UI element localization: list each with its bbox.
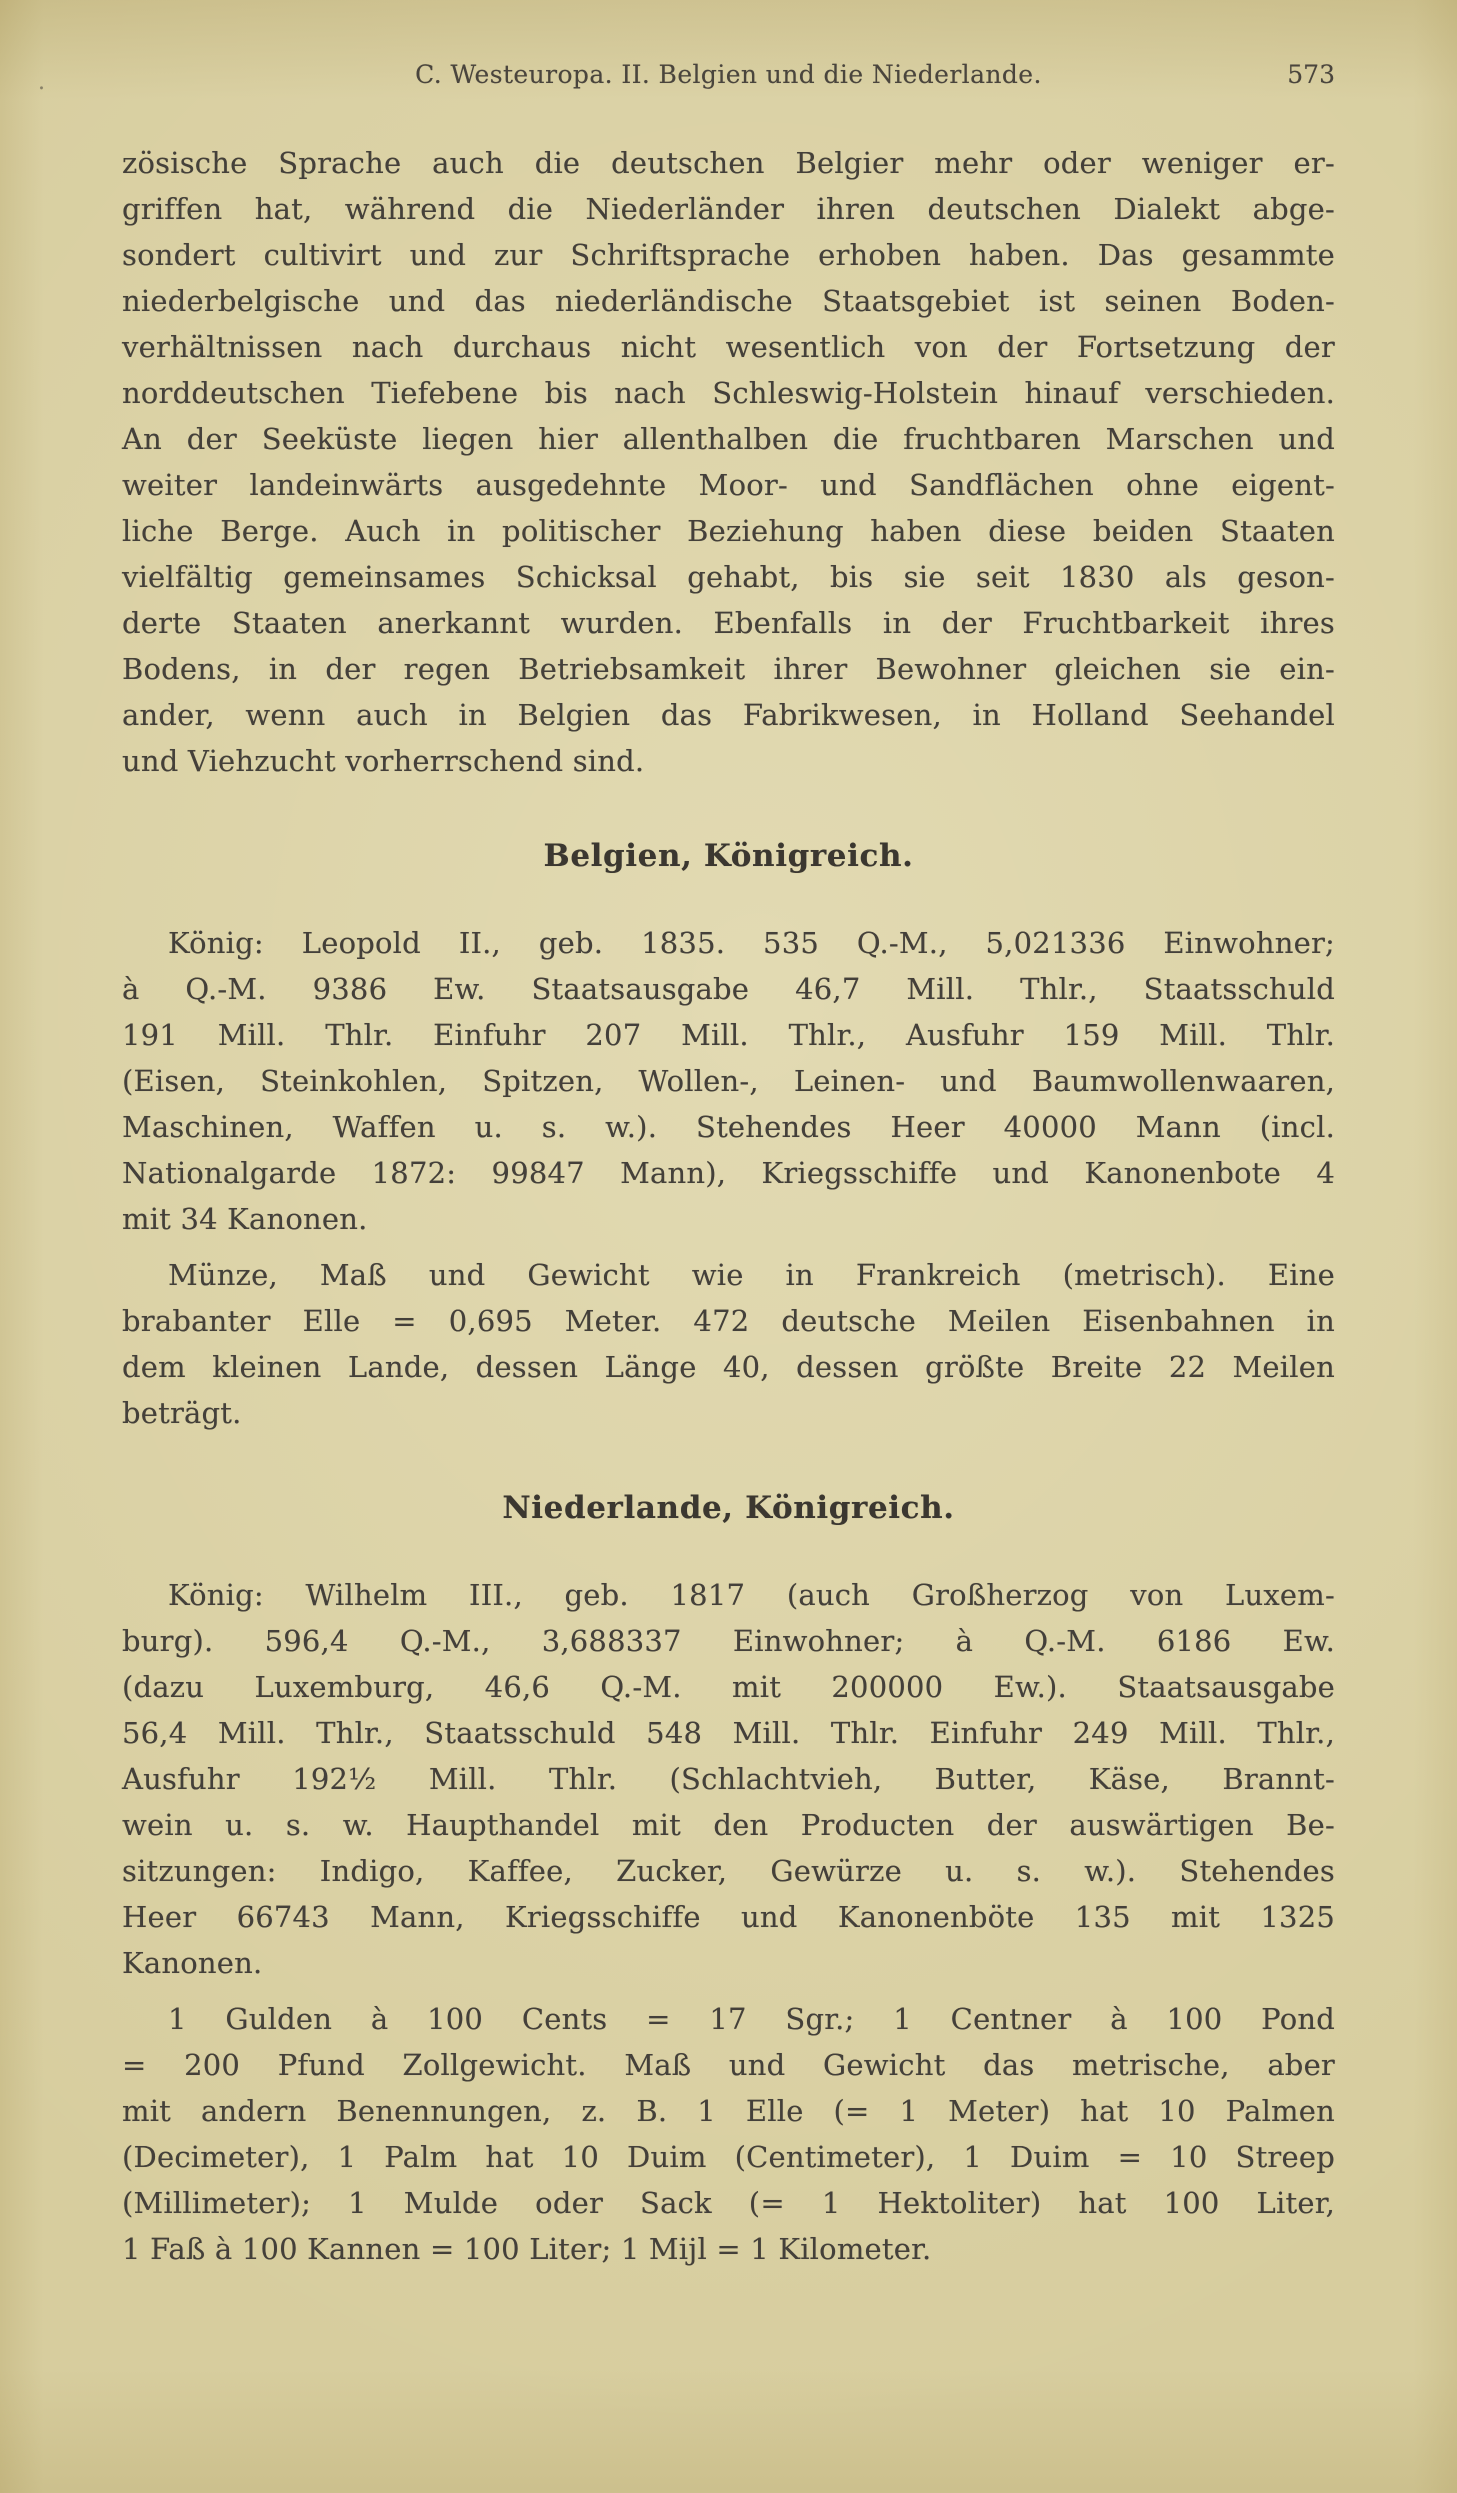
text-line: 56,4 Mill. Thlr., Staatsschuld 548 Mill. Thlr. Einfuhr 249 Mill. Thlr., (122, 1716, 1335, 1750)
text-line: (dazu Luxemburg, 46,6 Q.-M. mit 200000 Ew.). Staatsausgabe (122, 1670, 1335, 1704)
text-line: = 200 Pfund Zollgewicht. Maß und Gewicht das metrische, aber (122, 2048, 1335, 2082)
heading-niederlande: Niederlande, Königreich. (502, 1490, 955, 1526)
text-line: sondert cultivirt und zur Schriftsprache erhoben haben. Das gesammte (122, 238, 1335, 272)
text-line: und Viehzucht vorherrschend sind. (122, 744, 645, 778)
text-line: König: Leopold II., geb. 1835. 535 Q.-M., 5,021336 Einwohner; (168, 926, 1335, 960)
text-line: beträgt. (122, 1396, 242, 1430)
text-line: (Eisen, Steinkohlen, Spitzen, Wollen-, Leinen- und Baumwollenwaaren, (122, 1064, 1335, 1098)
belgien-statistics-paragraph (122, 920, 1335, 1242)
text-line: mit andern Benennungen, z. B. 1 Elle (= 1 Meter) hat 10 Palmen (122, 2094, 1335, 2128)
text-line: ander, wenn auch in Belgien das Fabrikwesen, in Holland Seehandel (122, 698, 1335, 732)
text-line: 191 Mill. Thlr. Einfuhr 207 Mill. Thlr., Ausfuhr 159 Mill. Thlr. (122, 1018, 1335, 1052)
heading-belgien: Belgien, Königreich. (543, 838, 914, 874)
text-line: niederbelgische und das niederländische Staatsgebiet ist seinen Boden- (122, 284, 1335, 318)
text-line: weiter landeinwärts ausgedehnte Moor- und Sandflächen ohne eigent- (122, 468, 1335, 502)
running-header (38, 58, 1335, 95)
text-line: Bodens, in der regen Betriebsamkeit ihrer Bewohner gleichen sie ein- (122, 652, 1335, 686)
text-line: 1 Gulden à 100 Cents = 17 Sgr.; 1 Centner à 100 Pond (168, 2002, 1335, 2036)
text-line: sitzungen: Indigo, Kaffee, Zucker, Gewürze u. s. w.). Stehendes (122, 1854, 1335, 1888)
text-line: liche Berge. Auch in politischer Beziehung haben diese beiden Staaten (122, 514, 1335, 548)
text-line: norddeutschen Tiefebene bis nach Schleswig-Holstein hinauf verschieden. (122, 376, 1335, 410)
niederlande-conversion-paragraph (122, 1996, 1335, 2272)
text-line: Nationalgarde 1872: 99847 Mann), Kriegsschiffe und Kanonenbote 4 (122, 1156, 1335, 1190)
text-line: verhältnissen nach durchaus nicht wesentlich von der Fortsetzung der (122, 330, 1335, 364)
text-line: burg). 596,4 Q.-M., 3,688337 Einwohner; à Q.-M. 6186 Ew. (122, 1624, 1335, 1658)
text-line: griffen hat, während die Niederländer ihren deutschen Dialekt abge- (122, 192, 1335, 226)
text-line: König: Wilhelm III., geb. 1817 (auch Großherzog von Luxem- (168, 1578, 1335, 1612)
niederlande-statistics-paragraph (122, 1572, 1335, 1986)
running-title: C. Westeuropa. II. Belgien und die Niederlande. (415, 60, 1042, 89)
text-line: zösische Sprache auch die deutschen Belgier mehr oder weniger er- (122, 146, 1335, 180)
text-line: (Decimeter), 1 Palm hat 10 Duim (Centimeter), 1 Duim = 10 Streep (122, 2140, 1335, 2174)
text-line: Münze, Maß und Gewicht wie in Frankreich (metrisch). Eine (168, 1258, 1335, 1292)
text-line: Heer 66743 Mann, Kriegsschiffe und Kanonenböte 135 mit 1325 (122, 1900, 1335, 1934)
text-line: à Q.-M. 9386 Ew. Staatsausgabe 46,7 Mill. Thlr., Staatsschuld (122, 972, 1335, 1006)
belgien-measures-paragraph (122, 1252, 1335, 1436)
text-line: wein u. s. w. Haupthandel mit den Producten der auswärtigen Be- (122, 1808, 1335, 1842)
page-number: 573 (1287, 60, 1335, 89)
intro-paragraph (122, 140, 1335, 784)
text-line: mit 34 Kanonen. (122, 1202, 368, 1236)
text-line: Kanonen. (122, 1946, 263, 1980)
text-line: (Millimeter); 1 Mulde oder Sack (= 1 Hektoliter) hat 100 Liter, (122, 2186, 1335, 2220)
text-line: 1 Faß à 100 Kannen = 100 Liter; 1 Mijl = 1 Kilometer. (122, 2232, 932, 2266)
text-line: An der Seeküste liegen hier allenthalben die fruchtbaren Marschen und (122, 422, 1335, 456)
text-line: Ausfuhr 192½ Mill. Thlr. (Schlachtvieh, Butter, Käse, Brannt- (122, 1762, 1335, 1796)
text-line: dem kleinen Lande, dessen Länge 40, dessen größte Breite 22 Meilen (122, 1350, 1335, 1384)
text-line: Maschinen, Waffen u. s. w.). Stehendes Heer 40000 Mann (incl. (122, 1110, 1335, 1144)
text-line: brabanter Elle = 0,695 Meter. 472 deutsche Meilen Eisenbahnen in (122, 1304, 1335, 1338)
text-line: derte Staaten anerkannt wurden. Ebenfalls in der Fruchtbarkeit ihres (122, 606, 1335, 640)
margin-speck: . (38, 70, 45, 95)
text-line: vielfältig gemeinsames Schicksal gehabt, bis sie seit 1830 als geson- (122, 560, 1335, 594)
